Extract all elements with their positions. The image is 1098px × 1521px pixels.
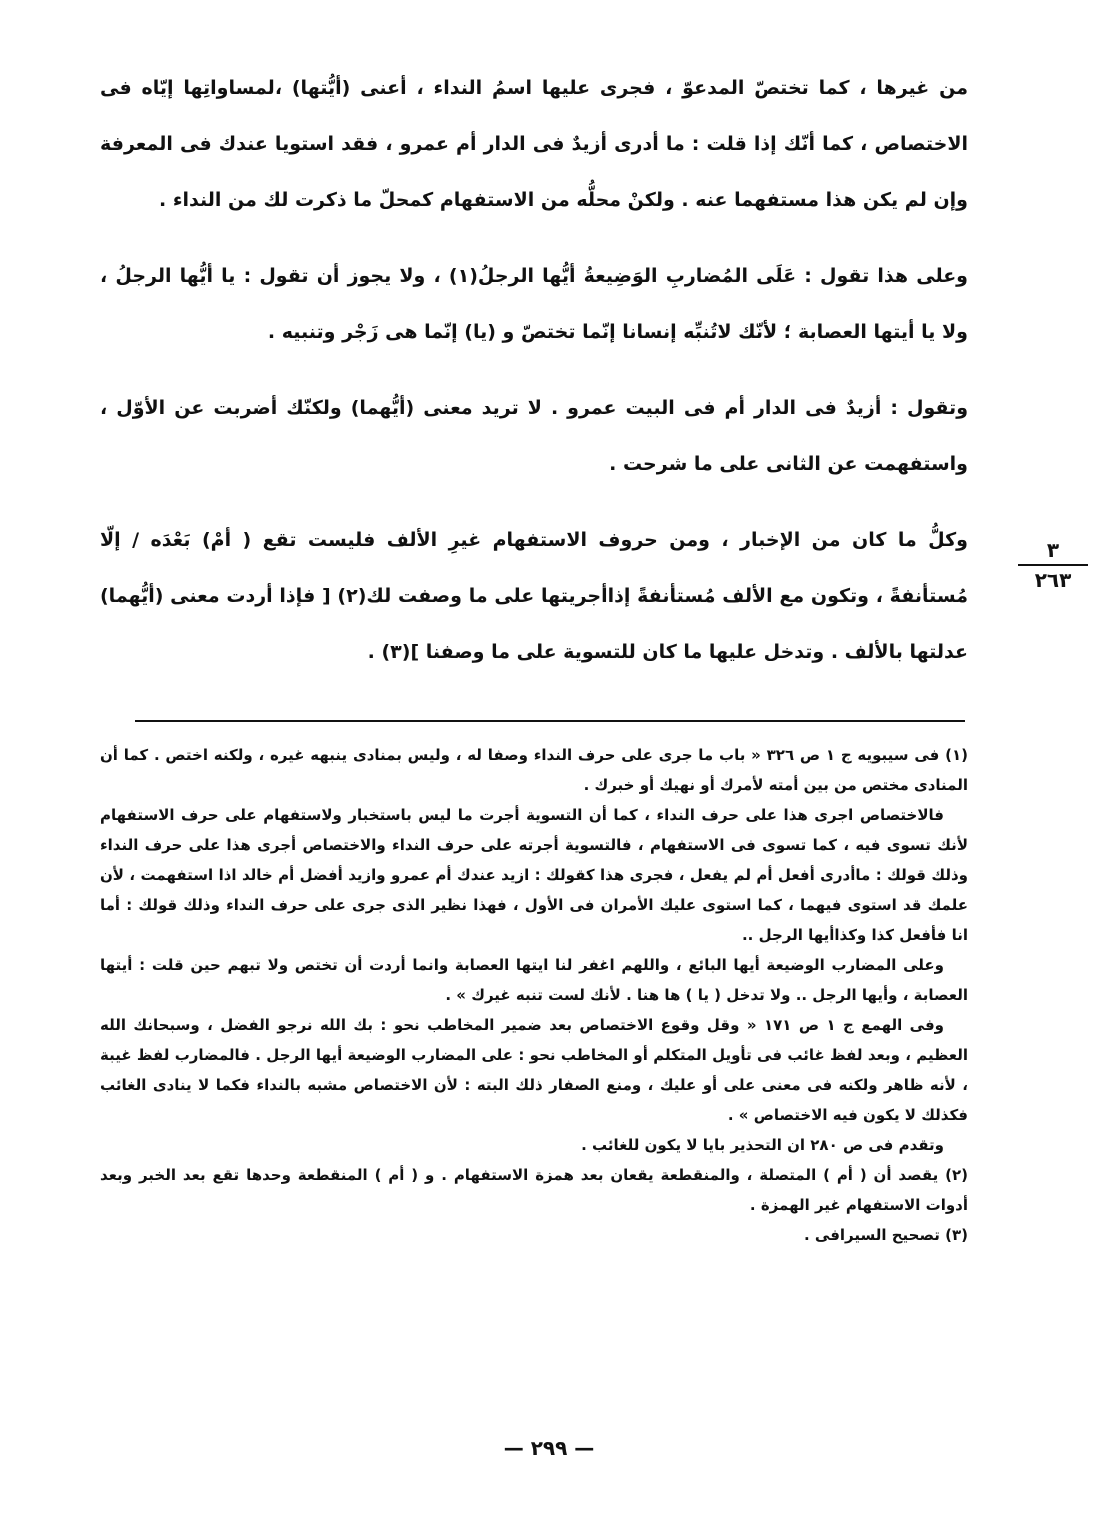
footnote-1-continued: فالاختصاص اجرى هذا على حرف النداء ، كما أن التسوية أجرت ما ليس باستخبار ولاستفهام على حرف الاستفهام لأنك تسوى فيه ، كما تسوى فى الاستفهام ، فالتسوية أجرته على حرف النداء والاختصاص أجرى هذا على حرف النداء وذلك قولك : ماأدرى أفعل أم لم يفعل ، فجرى هذا كقولك : ازيد عندك أم عمرو وازيد أفضل أم خالد اذا استفهمت ، لأن علمك قد استوى فيهما ، كما استوى عليك الأمران فى الأول ، فهذا نظير الذى جرى على حرف النداء وذلك قولك : أما انا فأفعل كذا وكذاأيها الرجل .. (100, 806, 968, 944)
paragraph-1: من غيرها ، كما تختصّ المدعوّ ، فجرى عليها اسمُ النداء ، أعنى (أيُّتها) ،لمساواتِها إيّاه فى الاختصاص ، كما أنّك إذا قلت : ما أدرى أزيدٌ فى الدار أم عمرو ، فقد استويا عندك فى المعرفة وإن لم يكن هذا مستفهما عنه . ولكنْ محلُّه من الاستفهام كمحلّ ما ذكرت لك من النداء . (100, 77, 968, 211)
paragraph-3: وتقول : أزيدٌ فى الدار أم فى البيت عمرو . لا تريد معنى (أيُّهما) ولكنّك أضربت عن الأوّل ، واستفهمت عن الثانى على ما شرحت . (100, 397, 968, 475)
footnote-1: (١) فى سيبويه ج ١ ص ٣٢٦ « باب ما جرى على حرف النداء وصفا له ، وليس بمنادى ينبهه غيره ، ولكنه اختص . كما أن المنادى مختص من بين أمته لأمرك أو نهيك أو خبرك . (100, 746, 969, 794)
paragraph-2: وعلى هذا تقول : عَلَى المُضاربِ الوَضِيعةُ أيُّها الرجلُ(١) ، ولا يجوز أن تقول : يا أيُّها الرجلُ ، ولا يا أيتها العصابة ؛ لأنّك لاتُنبِّه إنسانا إنّما تختصّ و (يا) إنّما هى زَجْر وتنبيه . (100, 265, 968, 343)
footnote-1-note: وتقدم فى ص ٢٨٠ ان التحذير بايا لا يكون للغائب . (581, 1136, 944, 1154)
margin-page-reference (1018, 538, 1088, 592)
footnote-3: (٣) تصحيح السيرافى . (803, 1226, 968, 1244)
footnote-1-continued-2: وعلى المضارب الوضيعة أيها البائع ، واللهم اغفر لنا ايتها العصابة وانما أردت أن تختص ولا تبهم حين قلت : أيتها العصابة ، وأيها الرجل .. ولا تدخل ( يا ) ها هنا . لأنك لست تنبه غيرك » . (100, 956, 968, 1004)
margin-ref-volume: ٣ (1018, 538, 1088, 566)
footnote-2: (٢) يقصد أن ( أم ) المتصلة ، والمنقطعة يقعان بعد همزة الاستفهام . و ( أم ) المنقطعة وحدها تقع بعد الخبر وبعد أدوات الاستفهام غير الهمزة . (100, 1166, 968, 1214)
paragraph-4: وكلُّ ما كان من الإخبار ، ومن حروف الاستفهام غيرِ الألف فليست تقع ( أمْ) بَعْدَه / إلّا مُستأنفةً ، وتكون مع الألف مُستأنفةً إذاأجريتها على ما وصفت لك(٢) [ فإذا أردت معنى (أيُّهما) عدلتها بالألف . وتدخل عليها ما كان للتسوية على ما وصفنا ](٣) . (100, 529, 968, 663)
page-number: — ٢٩٩ — (503, 1436, 595, 1460)
main-content (100, 60, 968, 700)
footnotes (100, 740, 968, 1250)
footnote-1-hama: وفى الهمع ج ١ ص ١٧١ « وقل وقوع الاختصاص بعد ضمير المخاطب نحو : بك الله نرجو الفضل ، وسبحانك الله العظيم ، وبعد لفظ غائب فى تأويل المتكلم أو المخاطب نحو : على المضارب الوضيعة أيها الرجل . فالمضارب لفظ غيبة ، لأنه ظاهر ولكنه فى معنى على أو عليك ، ومنع الصفار ذلك البته : لأن الاختصاص مشبه بالنداء فكما لا ينادى الغائب فكذلك لا يكون فيه الاختصاص » . (100, 1016, 968, 1124)
footnote-divider (135, 720, 965, 722)
body-text (100, 60, 968, 680)
margin-ref-page: ٢٦٣ (1034, 568, 1072, 592)
